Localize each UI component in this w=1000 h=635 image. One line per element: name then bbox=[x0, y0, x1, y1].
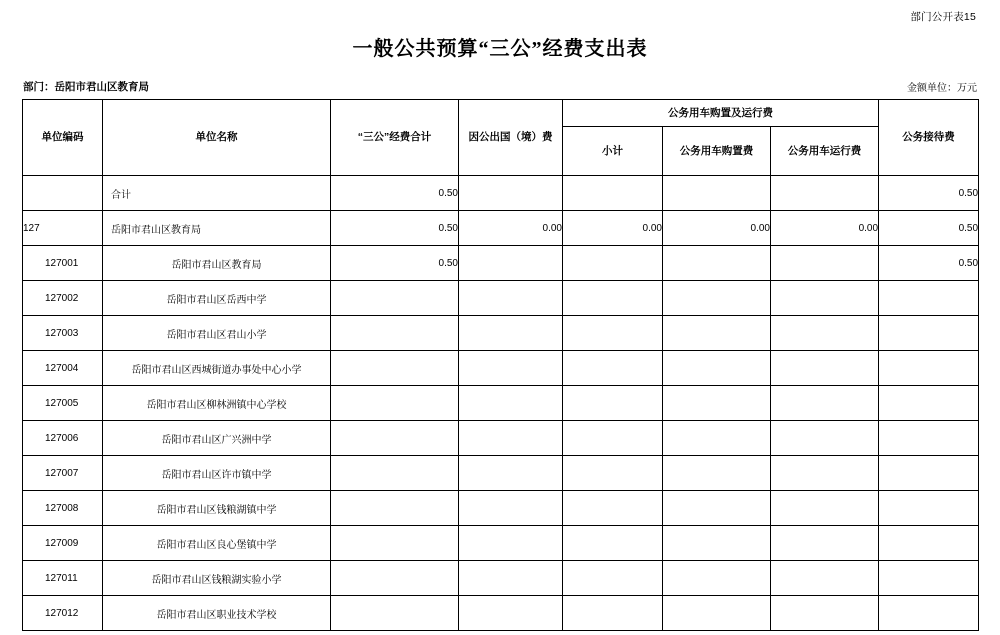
cell-unit-code: 127007 bbox=[23, 456, 103, 491]
cell-vehicle-operation bbox=[771, 596, 879, 631]
cell-vehicle-purchase bbox=[663, 246, 771, 281]
cell-vehicle-subtotal bbox=[563, 421, 663, 456]
cell-vehicle-purchase bbox=[663, 316, 771, 351]
cell-unit-name: 岳阳市君山区岳西中学 bbox=[103, 281, 331, 316]
cell-vehicle-operation bbox=[771, 526, 879, 561]
header-unit-code: 单位编码 bbox=[23, 100, 103, 176]
header-vehicle-group: 公务用车购置及运行费 bbox=[563, 100, 879, 127]
cell-vehicle-operation bbox=[771, 421, 879, 456]
cell-vehicle-subtotal bbox=[563, 246, 663, 281]
table-row bbox=[23, 281, 979, 316]
cell-unit-name: 岳阳市君山区君山小学 bbox=[103, 316, 331, 351]
header-vehicle-operation: 公务用车运行费 bbox=[771, 127, 879, 176]
cell-vehicle-subtotal bbox=[563, 316, 663, 351]
cell-vehicle-subtotal bbox=[563, 281, 663, 316]
cell-reception bbox=[879, 351, 979, 386]
cell-vehicle-purchase bbox=[663, 176, 771, 211]
cell-abroad bbox=[459, 246, 563, 281]
cell-abroad bbox=[459, 316, 563, 351]
cell-abroad bbox=[459, 281, 563, 316]
cell-vehicle-purchase bbox=[663, 526, 771, 561]
cell-unit-code: 127009 bbox=[23, 526, 103, 561]
header-unit-name: 单位名称 bbox=[103, 100, 331, 176]
cell-unit-code: 127011 bbox=[23, 561, 103, 596]
cell-vehicle-operation bbox=[771, 316, 879, 351]
cell-vehicle-purchase bbox=[663, 281, 771, 316]
cell-unit-name: 岳阳市君山区柳林洲镇中心学校 bbox=[103, 386, 331, 421]
cell-abroad: 0.00 bbox=[459, 211, 563, 246]
cell-vehicle-operation bbox=[771, 281, 879, 316]
cell-unit-name: 岳阳市君山区许市镇中学 bbox=[103, 456, 331, 491]
cell-unit-name: 岳阳市君山区西城街道办事处中心小学 bbox=[103, 351, 331, 386]
cell-reception: 0.50 bbox=[879, 246, 979, 281]
cell-vehicle-operation bbox=[771, 386, 879, 421]
cell-abroad bbox=[459, 351, 563, 386]
table-row bbox=[23, 316, 979, 351]
cell-vehicle-purchase bbox=[663, 456, 771, 491]
cell-reception bbox=[879, 491, 979, 526]
cell-total bbox=[331, 491, 459, 526]
table-row bbox=[23, 526, 979, 561]
cell-vehicle-subtotal: 0.00 bbox=[563, 211, 663, 246]
cell-unit-code: 127008 bbox=[23, 491, 103, 526]
cell-vehicle-purchase: 0.00 bbox=[663, 211, 771, 246]
cell-vehicle-subtotal bbox=[563, 456, 663, 491]
cell-abroad bbox=[459, 386, 563, 421]
cell-total bbox=[331, 596, 459, 631]
cell-unit-name: 岳阳市君山区钱粮湖镇中学 bbox=[103, 491, 331, 526]
cell-vehicle-operation bbox=[771, 561, 879, 596]
cell-abroad bbox=[459, 561, 563, 596]
cell-reception bbox=[879, 316, 979, 351]
cell-reception bbox=[879, 456, 979, 491]
cell-reception: 0.50 bbox=[879, 176, 979, 211]
cell-abroad bbox=[459, 456, 563, 491]
amount-unit-label: 金额单位：万元 bbox=[907, 83, 977, 94]
cell-vehicle-purchase bbox=[663, 421, 771, 456]
table-body bbox=[23, 176, 979, 631]
cell-abroad bbox=[459, 596, 563, 631]
cell-vehicle-operation bbox=[771, 246, 879, 281]
cell-reception bbox=[879, 281, 979, 316]
cell-unit-code: 127012 bbox=[23, 596, 103, 631]
cell-vehicle-subtotal bbox=[563, 491, 663, 526]
table-row bbox=[23, 596, 979, 631]
cell-vehicle-purchase bbox=[663, 491, 771, 526]
cell-vehicle-subtotal bbox=[563, 561, 663, 596]
table-row bbox=[23, 456, 979, 491]
cell-reception bbox=[879, 561, 979, 596]
cell-vehicle-subtotal bbox=[563, 176, 663, 211]
cell-abroad bbox=[459, 421, 563, 456]
header-total: “三公”经费合计 bbox=[331, 100, 459, 176]
table-row bbox=[23, 351, 979, 386]
cell-total bbox=[331, 561, 459, 596]
cell-vehicle-subtotal bbox=[563, 351, 663, 386]
cell-total bbox=[331, 386, 459, 421]
cell-unit-name: 岳阳市君山区教育局 bbox=[103, 246, 331, 281]
cell-reception bbox=[879, 386, 979, 421]
budget-table bbox=[22, 99, 979, 631]
table-row bbox=[23, 246, 979, 281]
cell-abroad bbox=[459, 491, 563, 526]
cell-unit-name: 合计 bbox=[103, 176, 331, 211]
header-vehicle-subtotal: 小计 bbox=[563, 127, 663, 176]
cell-unit-name: 岳阳市君山区广兴洲中学 bbox=[103, 421, 331, 456]
cell-reception bbox=[879, 526, 979, 561]
cell-unit-code: 127006 bbox=[23, 421, 103, 456]
cell-unit-name: 岳阳市君山区职业技术学校 bbox=[103, 596, 331, 631]
cell-total bbox=[331, 351, 459, 386]
cell-vehicle-operation bbox=[771, 491, 879, 526]
cell-abroad bbox=[459, 176, 563, 211]
cell-total: 0.50 bbox=[331, 246, 459, 281]
table-row bbox=[23, 421, 979, 456]
cell-reception bbox=[879, 421, 979, 456]
cell-unit-code: 127 bbox=[23, 211, 103, 246]
cell-abroad bbox=[459, 526, 563, 561]
cell-vehicle-subtotal bbox=[563, 526, 663, 561]
cell-reception: 0.50 bbox=[879, 211, 979, 246]
department-label: 部门：岳阳市君山区教育局 bbox=[23, 81, 149, 93]
table-row bbox=[23, 561, 979, 596]
cell-unit-code: 127003 bbox=[23, 316, 103, 351]
cell-vehicle-subtotal bbox=[563, 596, 663, 631]
header-vehicle-purchase: 公务用车购置费 bbox=[663, 127, 771, 176]
cell-total bbox=[331, 421, 459, 456]
header-abroad: 因公出国（境）费 bbox=[459, 100, 563, 176]
cell-total bbox=[331, 526, 459, 561]
table-row bbox=[23, 386, 979, 421]
header-reception: 公务接待费 bbox=[879, 100, 979, 176]
cell-unit-name: 岳阳市君山区教育局 bbox=[103, 211, 331, 246]
cell-vehicle-purchase bbox=[663, 351, 771, 386]
cell-vehicle-operation bbox=[771, 351, 879, 386]
cell-unit-code: 127002 bbox=[23, 281, 103, 316]
cell-vehicle-operation bbox=[771, 176, 879, 211]
table-row bbox=[23, 176, 979, 211]
cell-total bbox=[331, 281, 459, 316]
table-header bbox=[23, 100, 979, 176]
cell-total: 0.50 bbox=[331, 211, 459, 246]
table-row bbox=[23, 211, 979, 246]
cell-vehicle-operation bbox=[771, 456, 879, 491]
cell-vehicle-subtotal bbox=[563, 386, 663, 421]
cell-reception bbox=[879, 596, 979, 631]
form-code: 部门公开表15 bbox=[910, 11, 976, 23]
cell-vehicle-purchase bbox=[663, 386, 771, 421]
cell-total bbox=[331, 456, 459, 491]
cell-vehicle-purchase bbox=[663, 561, 771, 596]
cell-unit-code: 127005 bbox=[23, 386, 103, 421]
cell-unit-code bbox=[23, 176, 103, 211]
cell-unit-name: 岳阳市君山区钱粮湖实验小学 bbox=[103, 561, 331, 596]
cell-unit-code: 127001 bbox=[23, 246, 103, 281]
cell-vehicle-operation: 0.00 bbox=[771, 211, 879, 246]
table-row bbox=[23, 491, 979, 526]
cell-total bbox=[331, 316, 459, 351]
cell-unit-code: 127004 bbox=[23, 351, 103, 386]
cell-unit-name: 岳阳市君山区良心堡镇中学 bbox=[103, 526, 331, 561]
cell-vehicle-purchase bbox=[663, 596, 771, 631]
meta-row bbox=[22, 79, 978, 94]
cell-total: 0.50 bbox=[331, 176, 459, 211]
page-title: 一般公共预算“三公”经费支出表 bbox=[352, 38, 648, 60]
